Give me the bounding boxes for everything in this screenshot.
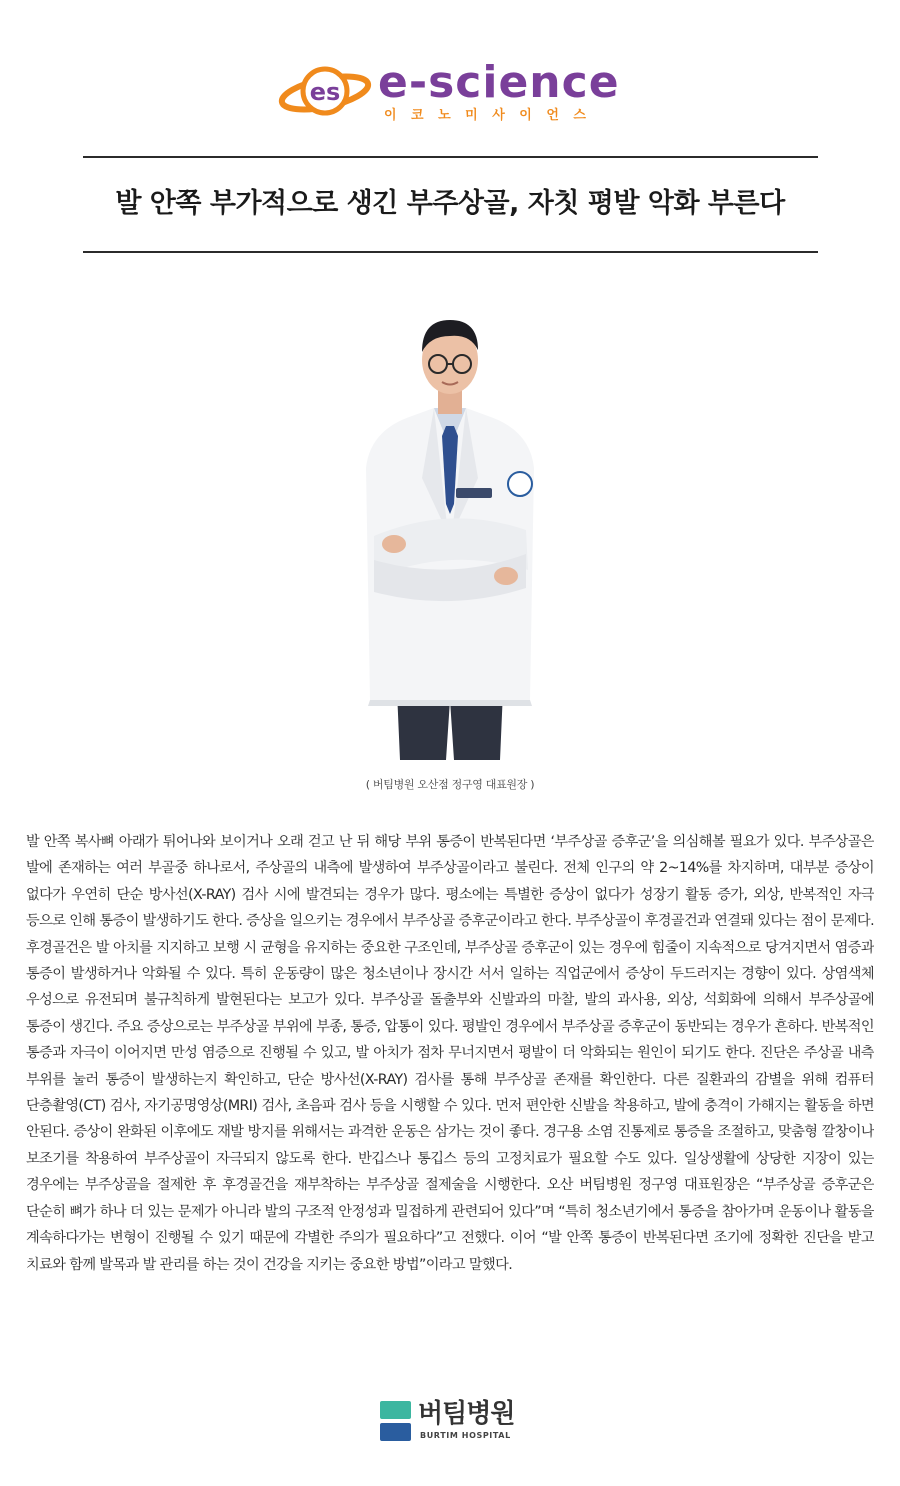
divider-top [83, 156, 818, 158]
hospital-name-en: BURTIM HOSPITAL [420, 1431, 511, 1440]
brand-name-kr: 이코노미사이언스 [384, 108, 601, 123]
article-headline: 발 안쪽 부가적으로 생긴 부주상골, 자칫 평발 악화 부른다 [115, 188, 785, 219]
logo-badge-text: es [309, 78, 341, 106]
masthead [0, 58, 900, 130]
hospital-mark-bottom-icon [380, 1423, 411, 1441]
brand-name: e-science [378, 57, 620, 108]
divider-bottom [83, 251, 818, 253]
doctor-portrait-photo [350, 308, 550, 760]
e-science-logo-icon [276, 62, 374, 120]
hospital-logo [380, 1401, 530, 1443]
hospital-name: 버팀병원 [418, 1399, 515, 1429]
photo-caption: ( 버팀병원 오산점 정구영 대표원장 ) [365, 778, 535, 791]
article-body: 발 안쪽 복사뼈 아래가 튀어나와 보이거나 오래 걷고 난 뒤 해당 부위 통증이 반복된다면 ‘부주상골 증후군’을 의심해볼 필요가 있다. 부주상골은 발에 존재하는 여러 부골중 하나로서, 주상골의 내측에 발생하여 부주상골이라고 불린다. 전체 인구의 약 2~14%를 차지하며, 대부분 증상이 없다가 우연히 단순 방사선(X-RAY) 검사 시에 발견되는 경우가 많다. 평소에는 특별한 증상이 없다가 성장기 활동 증가, 외상, 반복적인 자극 등으로 인해 통증이 발생하기도 한다. 증상을 일으키는 경우에서 부주상골 증후군이라고 한다. 부주상골이 후경골건과 연결돼 있다는 점이 문제다. 후경골건은 발 아치를 지지하고 보행 시 균형을 유지하는 중요한 구조인데, 부주상골 증후군이 있는 경우에 힘줄이 지속적으로 당겨지면서 염증과 통증이 발생하거나 악화될 수 있다. 특히 운동량이 많은 청소년이나 장시간 서서 일하는 직업군에서 증상이 두드러지는 경향이 있다. 상염색체 우성으로 유전되며 불규칙하게 발현된다는 보고가 있다. 부주상골 돌출부와 신발과의 마찰, 발의 과사용, 외상, 석회화에 의해서 부주상골에 통증이 생긴다. 주요 증상으로는 부주상골 부위에 부종, 통증, 압통이 있다. 평발인 경우에서 부주상골 증후군이 동반되는 경우가 흔하다. 반복적인 통증과 자극이 이어지면 만성 염증으로 진행될 수 있고, 발 아치가 점차 무너지면서 평발이 더 악화되는 원인이 되기도 한다. 진단은 주상골 내측 부위를 눌러 통증이 발생하는지 확인하고, 단순 방사선(X-RAY) 검사를 통해 부주상골 존재를 확인한다. 다른 질환과의 감별을 위해 컴퓨터 단층촬영(CT) 검사, 자기공명영상(MRI) 검사, 초음파 검사 등을 시행할 수 있다. 먼저 편안한 신발을 착용하고, 발에 충격이 가해지는 활동을 하면 안된다. 증상이 완화된 이후에도 재발 방지를 위해서는 과격한 운동은 삼가는 것이 좋다. 경구용 소염 진통제로 통증을 조절하고, 맞춤형 깔창이나 보조기를 착용하여 부주상골이 자극되지 않도록 한다. 반깁스나 통깁스 등의 고정치료가 필요할 수도 있다. 일상생활에 상당한 지장이 있는 경우에는 부주상골을 절제한 후 후경골건을 재부착하는 부주상골 절제술을 시행한다. 오산 버팀병원 정구영 대표원장은 “부주상골 증후군은 단순히 뼈가 하나 더 있는 문제가 아니라 발의 구조적 안정성과 밀접하게 관련되어 있다”며 “특히 청소년기에서 통증을 참아가며 운동이나 활동을 계속하다가는 변형이 진행될 수 있기 때문에 각별한 주의가 필요하다”고 전했다. 이어 “발 안쪽 통증이 반복된다면 조기에 정확한 진단을 받고 치료와 함께 발목과 발 관리를 하는 것이 건강을 지키는 중요한 방법”이라고 말했다. [26, 834, 874, 1273]
hospital-mark-top-icon [380, 1401, 411, 1419]
